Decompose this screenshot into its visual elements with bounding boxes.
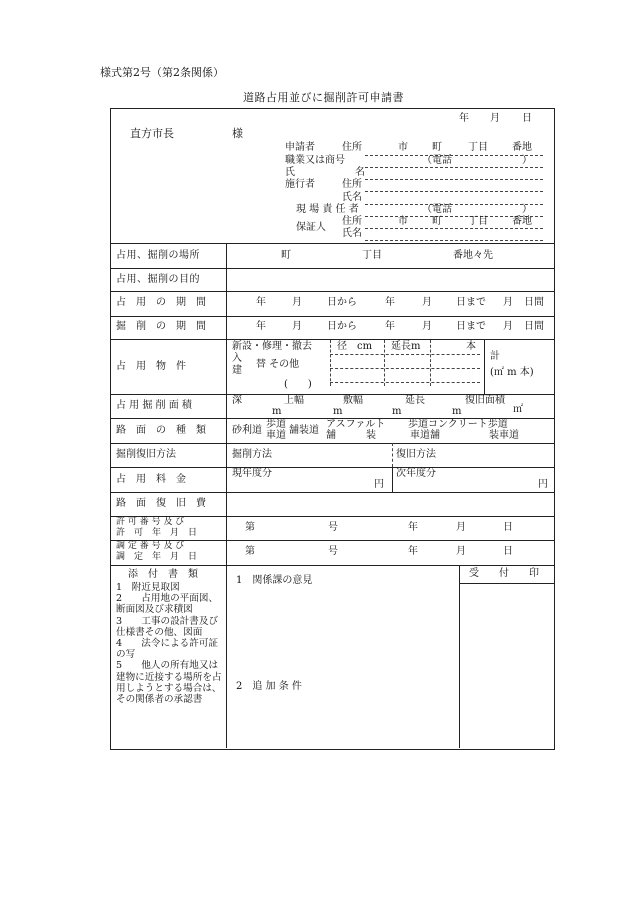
purpose-label: 占用、掘削の目的: [116, 274, 200, 285]
bed-width-label: 敷幅: [343, 395, 363, 406]
depth-label: 深: [232, 395, 242, 406]
objects-field-2[interactable]: [330, 368, 480, 369]
divider: [392, 443, 393, 467]
top-width-label: 上幅: [284, 395, 304, 406]
objects-field-1[interactable]: [330, 354, 480, 355]
receipt-stamp-area[interactable]: [460, 584, 553, 747]
length-label: 延長m: [391, 341, 421, 352]
contractor-label: 施行者: [285, 179, 315, 190]
unit-m-2: m: [333, 406, 343, 417]
permit-year: 年: [408, 522, 418, 533]
addressee: 直方市長: [130, 127, 174, 140]
decision-year: 年: [408, 546, 418, 557]
guarantor-city-label: 市: [398, 216, 408, 227]
guarantor-name-field[interactable]: [365, 240, 543, 241]
decision-month: 月: [456, 546, 466, 557]
area-label: 占 用 掘 削 面 積: [116, 400, 192, 411]
objects-other-paren: ( ): [284, 379, 312, 390]
dig-until: 日まで: [456, 321, 486, 332]
sidewalk-road-2: 車道: [266, 430, 286, 441]
walk-2: 車道舗: [410, 430, 440, 441]
dig-month3: 月: [503, 321, 513, 332]
attachments-list: [116, 582, 226, 705]
objects-label: 占 用 物 件: [116, 361, 186, 372]
guarantor-address-field[interactable]: [365, 228, 543, 229]
page-title: 道路占用並びに掘削許可申請書: [243, 91, 404, 104]
attachment-item: 2 占用地の平面図、断面図及び求積図: [116, 593, 219, 616]
divider: [110, 268, 554, 269]
guarantor-banchi-label: 番地: [512, 216, 532, 227]
dig-from: 日から: [327, 321, 357, 332]
objects-in: 入: [232, 353, 242, 364]
additional-conditions-label: 2 追 加 条 件: [236, 681, 302, 692]
objects-type: 新設・修理・撤去: [232, 341, 312, 352]
guarantor-name-label: 氏名: [342, 228, 362, 239]
banchi-label: 番地: [512, 142, 532, 153]
current-year-label: 現年度分: [232, 468, 272, 479]
applicant-occupation-field[interactable]: [365, 167, 543, 168]
applicant-name-field[interactable]: [365, 179, 543, 180]
gravel-road: 砂利道: [232, 425, 262, 436]
attachments-title: 添 付 書 類: [128, 569, 198, 580]
occupy-month2: 月: [422, 297, 432, 308]
town-label: 町: [432, 142, 442, 153]
applicant-address-field[interactable]: [365, 155, 543, 156]
date-month-label: 月: [490, 113, 500, 124]
permit-gou: 号: [328, 522, 338, 533]
department-opinion-label: 1 関係課の意見: [236, 575, 313, 586]
attachment-item: 5 他人の所有地又は建物に近接する場所を占用しようとする場合は、その関係者の承認書: [116, 660, 222, 706]
dig-month2: 月: [422, 321, 432, 332]
diameter-label: 径 cm: [337, 341, 373, 352]
honorific: 様: [232, 127, 243, 140]
divider: [110, 467, 554, 468]
applicant-label: 申請者: [285, 142, 315, 153]
paved-road: 舗装道: [289, 425, 319, 436]
receipt-stamp-label: 受 付 印: [469, 568, 539, 579]
divider: [110, 339, 554, 340]
total-label: 計: [490, 351, 500, 362]
objects-replace: 替 その他: [256, 359, 300, 370]
objects-field-3[interactable]: [330, 382, 480, 383]
contractor-name-field[interactable]: [365, 204, 543, 205]
form-number: 様式第2号（第2条関係）: [100, 66, 224, 79]
name-shi-label: 氏: [285, 167, 295, 178]
site-manager-label: 現 場 責 任 者: [296, 204, 359, 215]
divider: [484, 339, 485, 394]
decision-day: 日: [503, 546, 513, 557]
permit-day: 日: [503, 522, 513, 533]
objects-ken: 建: [232, 365, 242, 376]
concrete-1: 歩道コンクリート歩道: [408, 419, 508, 430]
occupy-days: 日間: [524, 297, 544, 308]
divider: [110, 316, 554, 317]
dig-month: 月: [292, 321, 302, 332]
asphalt-2: 舗 装: [326, 430, 376, 441]
occupy-month3: 月: [503, 297, 513, 308]
unit-m-4: m: [452, 406, 462, 417]
dig-year2: 年: [385, 321, 395, 332]
contractor-address-field[interactable]: [365, 191, 543, 192]
extension-label: 延長: [405, 395, 425, 406]
location-town: 町: [281, 250, 291, 261]
tel-close: ）: [522, 155, 532, 166]
guarantor-label: 保証人: [296, 222, 326, 233]
guarantor-address-label: 住所: [342, 216, 362, 227]
dig-year: 年: [256, 321, 266, 332]
dig-days: 日間: [524, 321, 544, 332]
occupy-year: 年: [256, 297, 266, 308]
site-manager-tel: （電話: [422, 204, 452, 215]
divider: [110, 492, 554, 493]
total-units: (㎡ m 本): [490, 367, 534, 378]
restore-method-sub-label: 復旧方法: [396, 449, 436, 460]
occupation-label: 職業又は商号: [285, 155, 345, 166]
location-banchi: 番地々先: [453, 250, 493, 261]
location-chome: 丁目: [362, 250, 382, 261]
site-manager-tel-close: ）: [522, 204, 532, 215]
address-label: 住所: [342, 142, 362, 153]
decision-label-1: 調 定 番 号 及 び: [116, 541, 185, 551]
permit-dai: 第: [245, 522, 255, 533]
sidewalk-road-1: 歩道: [266, 419, 286, 430]
tel-label: （電話: [422, 155, 452, 166]
current-year-yen: 円: [374, 479, 384, 490]
guarantor-chome-label: 丁目: [468, 216, 488, 227]
divider: [110, 565, 554, 566]
divider: [226, 243, 227, 748]
permit-label-2: 許 可 年 月 日: [116, 528, 198, 538]
attachment-item: 3 工事の設計書及び仕様書その他、図面: [116, 615, 219, 638]
unit-m2: ㎡: [513, 404, 523, 415]
restore-area-label: 復旧面積: [465, 395, 505, 406]
divider: [110, 243, 554, 244]
attachment-item: 1 附近見取図: [116, 582, 180, 593]
surface-label: 路 面 の 種 類: [116, 425, 206, 436]
repair-cost-label: 路 面 復 旧 費: [116, 498, 206, 509]
decision-dai: 第: [245, 546, 255, 557]
city-label: 市: [398, 142, 408, 153]
divider: [110, 443, 554, 444]
divider: [392, 467, 393, 492]
divider: [430, 340, 431, 386]
occupy-year2: 年: [385, 297, 395, 308]
occupy-period-label: 占 用 の 期 間: [116, 297, 206, 308]
decision-gou: 号: [328, 546, 338, 557]
date-day-label: 日: [522, 113, 532, 124]
next-year-yen: 円: [538, 479, 548, 490]
dig-period-label: 掘 削 の 期 間: [116, 321, 206, 332]
guarantor-town-label: 町: [432, 216, 442, 227]
contractor-address-label: 住所: [342, 179, 362, 190]
name-mei-label: 名: [355, 167, 365, 178]
concrete-2: 装車道: [489, 430, 519, 441]
next-year-label: 次年度分: [396, 468, 436, 479]
fee-label: 占 用 料 金: [116, 474, 186, 485]
attachment-item: 4 法令による許可証の写: [116, 638, 219, 661]
occupy-from: 日から: [327, 297, 357, 308]
occupy-month: 月: [292, 297, 302, 308]
permit-month: 月: [456, 522, 466, 533]
date-year-label: 年: [459, 113, 469, 124]
occupy-until: 日まで: [456, 297, 486, 308]
divider: [110, 291, 554, 292]
location-label: 占用、掘削の場所: [116, 250, 200, 261]
permit-label-1: 許 可 番 号 及 び: [116, 517, 185, 527]
asphalt-1: アスファルト: [326, 419, 386, 430]
restore-method-label: 掘削復旧方法: [116, 449, 176, 460]
unit-m-1: m: [272, 406, 282, 417]
divider: [384, 340, 385, 386]
dig-method-label: 掘削方法: [232, 449, 272, 460]
chome-label: 丁目: [468, 142, 488, 153]
contractor-name-label: 氏名: [342, 192, 362, 203]
decision-label-2: 調 定 年 月 日: [116, 552, 198, 562]
divider: [330, 340, 331, 386]
unit-m-3: m: [392, 406, 402, 417]
count-label: 本: [466, 341, 476, 352]
